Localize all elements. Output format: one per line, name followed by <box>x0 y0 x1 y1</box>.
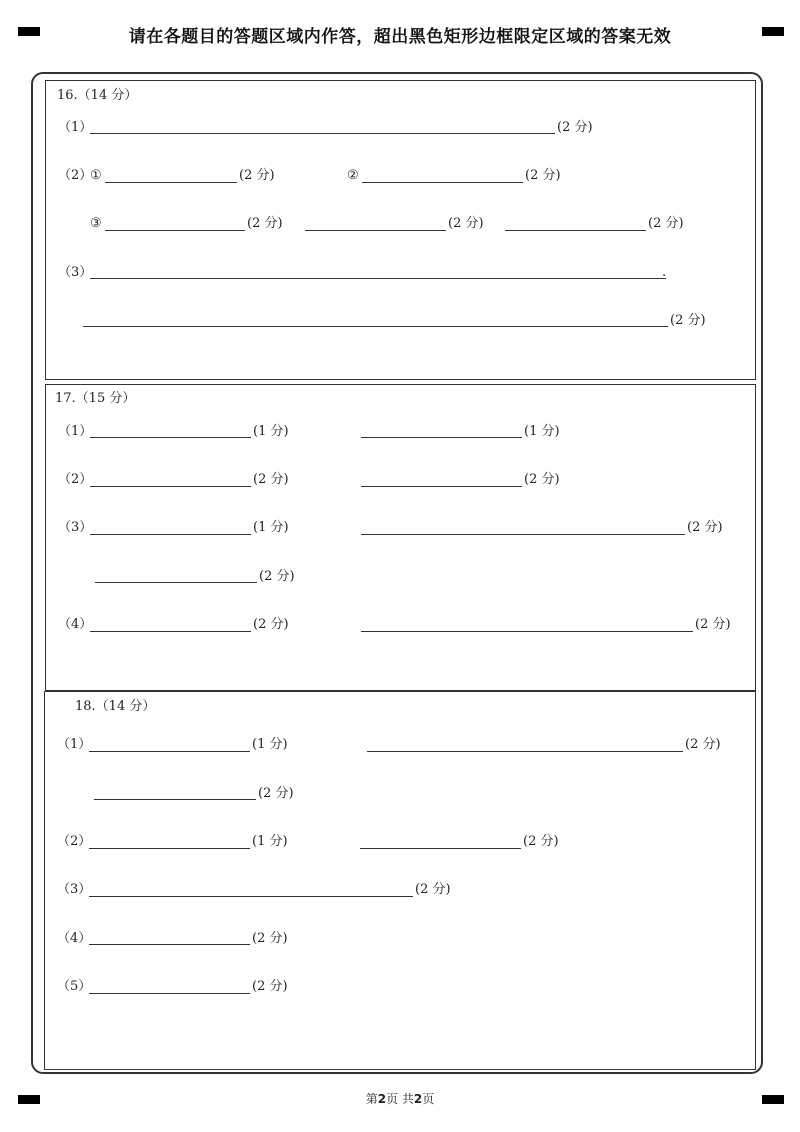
q17-part1-label: （1） <box>58 424 93 439</box>
q16-part2-answer-line-5[interactable] <box>505 230 646 231</box>
q18-part5-answer-line-1[interactable] <box>89 993 250 994</box>
q17-part4-label: （4） <box>58 617 93 632</box>
q17-part1-answer-line-1[interactable] <box>90 437 251 438</box>
footer-page-prefix: 第 <box>365 1092 378 1106</box>
q18-part1-score-1: (1 分) <box>252 737 288 752</box>
q17-part4-score-1: (2 分) <box>253 617 289 632</box>
q18-part2-answer-line-2[interactable] <box>360 848 521 849</box>
section-q17 <box>45 384 756 691</box>
q17-title: 17.（15 分） <box>55 391 136 406</box>
q18-part1-answer-line-3[interactable] <box>94 799 256 800</box>
q16-part3-answer-line-2[interactable] <box>83 326 668 327</box>
q16-part2-score-4: (2 分) <box>448 216 484 231</box>
q18-part2-score-2: (2 分) <box>523 834 559 849</box>
q18-part4-label: （4） <box>57 931 92 946</box>
q17-part3-answer-line-1[interactable] <box>90 534 251 535</box>
q16-part2-score-1: (2 分) <box>239 168 275 183</box>
q17-part4-answer-line-1[interactable] <box>90 631 251 632</box>
section-q18 <box>44 691 756 1070</box>
q16-part3-score: (2 分) <box>670 313 706 328</box>
q18-part1-answer-line-2[interactable] <box>367 751 683 752</box>
q16-part1-label: （1） <box>58 120 93 135</box>
q16-part3-label: （3） <box>58 265 93 280</box>
q17-part2-answer-line-1[interactable] <box>90 486 251 487</box>
q17-part3-score-1: (1 分) <box>253 520 289 535</box>
q18-part2-label: （2） <box>57 834 92 849</box>
footer-page-number: 2 <box>377 1092 387 1106</box>
q17-part3-label: （3） <box>58 520 93 535</box>
q17-part3-answer-line-2[interactable] <box>361 534 685 535</box>
page-footer <box>0 1090 800 1107</box>
q18-part2-answer-line-1[interactable] <box>89 848 250 849</box>
q18-part1-score-3: (2 分) <box>258 786 294 801</box>
q16-title: 16.（14 分） <box>57 88 138 103</box>
q18-part5-label: （5） <box>57 979 92 994</box>
q18-part3-score-1: (2 分) <box>415 882 451 897</box>
q18-part1-score-2: (2 分) <box>685 737 721 752</box>
q18-part1-answer-line-1[interactable] <box>89 751 250 752</box>
q16-part2-answer-line-1[interactable] <box>105 182 237 183</box>
q17-part3-score-2: (2 分) <box>687 520 723 535</box>
q17-part4-score-2: (2 分) <box>695 617 731 632</box>
q16-part2-score-3: (2 分) <box>247 216 283 231</box>
q16-part2-score-2: (2 分) <box>525 168 561 183</box>
q18-part4-score-1: (2 分) <box>252 931 288 946</box>
q16-part2-answer-line-2[interactable] <box>362 182 523 183</box>
q17-part3-score-3: (2 分) <box>259 569 295 584</box>
q17-part1-score-2: (1 分) <box>524 424 560 439</box>
q16-part1-score: (2 分) <box>557 120 593 135</box>
q18-part3-answer-line-1[interactable] <box>89 896 413 897</box>
q16-part1-answer-line[interactable] <box>90 133 555 134</box>
q17-part3-answer-line-3[interactable] <box>95 582 257 583</box>
q17-part1-score-1: (1 分) <box>253 424 289 439</box>
q16-part2-score-5: (2 分) <box>648 216 684 231</box>
q18-part2-score-1: (1 分) <box>252 834 288 849</box>
q16-part2-circle1: ① <box>90 168 102 183</box>
q17-part2-score-1: (2 分) <box>253 472 289 487</box>
q18-title: 18.（14 分） <box>75 699 156 714</box>
q16-part3-answer-line-1[interactable] <box>90 278 666 279</box>
q18-part3-label: （3） <box>57 882 92 897</box>
q17-part2-answer-line-2[interactable] <box>361 486 522 487</box>
q16-part3-period: . <box>662 265 667 280</box>
q16-part2-circle2: ② <box>347 168 359 183</box>
q16-part2-answer-line-3[interactable] <box>105 230 245 231</box>
q17-part4-answer-line-2[interactable] <box>361 631 693 632</box>
footer-page-suffix: 页 <box>422 1092 435 1106</box>
footer-total-pages: 2 <box>413 1092 423 1106</box>
q16-part2-label: （2） <box>58 168 93 183</box>
q18-part1-label: （1） <box>57 737 92 752</box>
q16-part2-answer-line-4[interactable] <box>305 230 446 231</box>
q16-part2-circle3: ③ <box>90 216 102 231</box>
q17-part2-label: （2） <box>58 472 93 487</box>
q18-part4-answer-line-1[interactable] <box>89 944 250 945</box>
footer-page-mid: 页 共 <box>386 1092 414 1106</box>
q17-part2-score-2: (2 分) <box>524 472 560 487</box>
q17-part1-answer-line-2[interactable] <box>361 437 522 438</box>
page-header-instruction: 请在各题目的答题区域内作答，超出黑色矩形边框限定区域的答案无效 <box>128 27 672 47</box>
q18-part5-score-1: (2 分) <box>252 979 288 994</box>
